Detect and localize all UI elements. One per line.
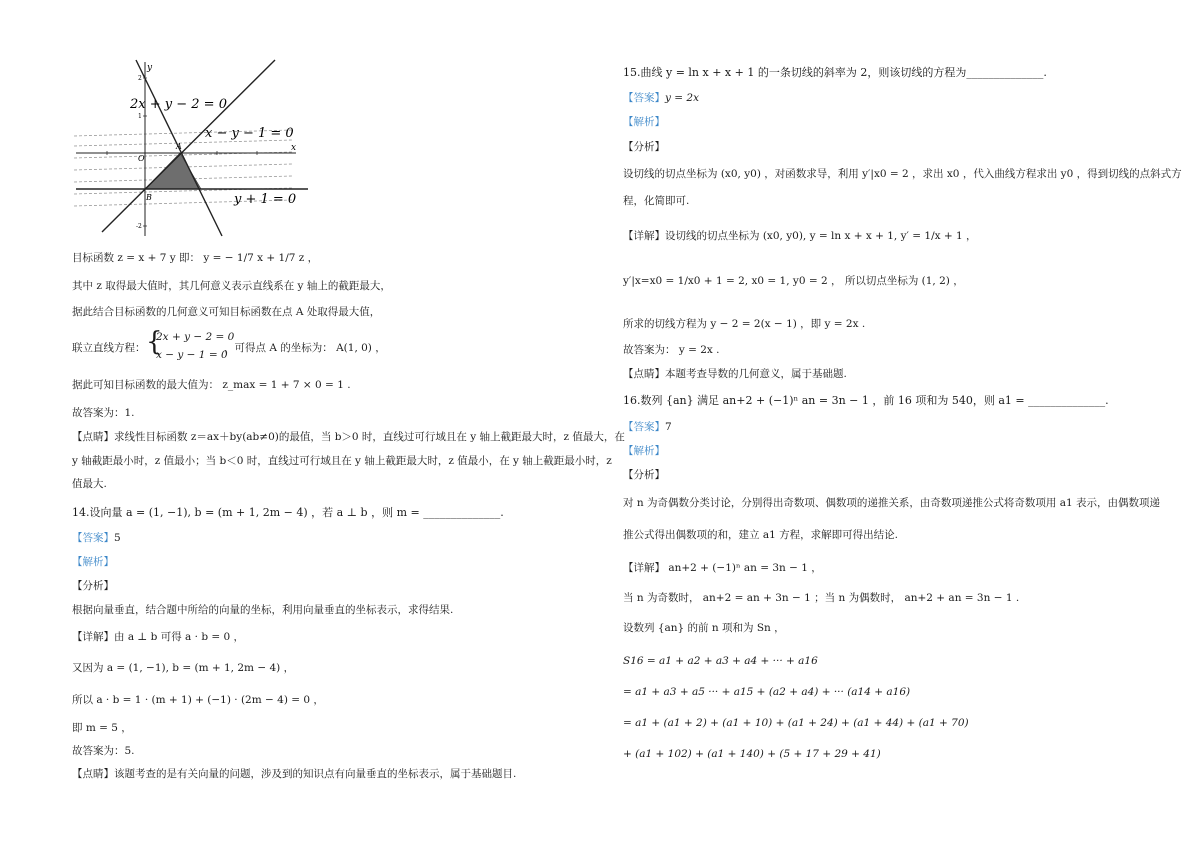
analysis-heading: 【分析】 [623, 469, 665, 481]
feasible-triangle [145, 153, 201, 189]
answer-value: y = 2x [665, 92, 700, 104]
analysis-tag: 【解析】 [623, 445, 665, 457]
point-a-coordinates: ，可得点 A 的坐标为： A(1, 0) ， [224, 342, 386, 354]
detail-line-3: 所以 a · b = 1 · (m + 1) + (−1) · (2m − 4) = 0 ， [72, 694, 324, 706]
system-brace: { [146, 327, 163, 357]
tip-line-1: 【点睛】求线性目标函数 z＝ax＋by(ab≠0)的最值，当 b＞0 时，直线过可行域且在 y 轴上截距最大时，z 值最大，在 [72, 431, 625, 443]
analysis-text-2: 程，化简即可. [623, 195, 690, 207]
sum-line-3: = a1 + (a1 + 2) + (a1 + 10) + (a1 + 24) + (a1 + 44) + (a1 + 70) [623, 717, 969, 729]
detail-line-1: 【详解】 an+2 + (−1)ⁿ an = 3n − 1 ， [623, 562, 822, 574]
detail-line-4: 即 m = 5 ， [72, 722, 132, 734]
point-a-label: A [176, 142, 182, 151]
answer-value: 5 [114, 532, 121, 544]
detail-line-3: 设数列 {an} 的前 n 项和为 Sn ， [623, 622, 785, 634]
detail-line-1: 【详解】由 a ⊥ b 可得 a · b = 0 ， [72, 631, 245, 643]
analysis-text-1: 设切线的切点坐标为 (x0, y0) ，对函数求导，利用 y′|x0 = 2 ，求出 x0 ，代入曲线方程求出 y0 ，得到切线的点斜式方 [623, 168, 1182, 180]
detail-line-3: 所求的切线方程为 y − 2 = 2(x − 1) ，即 y = 2x . [623, 318, 866, 330]
y-axis-label: y [147, 63, 153, 73]
objective-function-line: 目标函数 z = x + 7 y 即： y = − 1/7 x + 1/7 z ， [72, 252, 319, 264]
sum-line-2: = a1 + a3 + a5 ··· + a15 + (a2 + a4) + ··· (a14 + a16) [623, 686, 911, 698]
tip-line-14: 【点睛】该题考查的是有关向量的问题，涉及到的知识点有向量垂直的坐标表示，属于基础题目. [72, 768, 517, 780]
tick-label-2: 2 [138, 75, 142, 82]
x-axis-label: x [291, 143, 297, 153]
max-value-line: 据此可知目标函数的最大值为： z_max = 1 + 7 × 0 = 1 . [72, 379, 351, 391]
answer-16 [623, 421, 672, 434]
question-14: 14.设向量 a = (1, −1), b = (m + 1, 2m − 4) ，若 a ⊥ b ，则 m = ______________. [72, 506, 504, 519]
tip-line-2: y 轴截距最小时，z 值最小；当 b＜0 时，直线过可行域且在 y 轴上截距最大时，z 值最小，在 y 轴上截距最小时，z [72, 455, 612, 467]
answer-line-15: 故答案为： y = 2x . [623, 344, 720, 356]
analysis-tag: 【解析】 [623, 116, 665, 128]
eq2-label: x − y − 1 = 0 [205, 126, 294, 141]
detail-line-1: 【详解】设切线的切点坐标为 (x0, y0), y = ln x + x + 1, y′ = 1/x + 1 ， [623, 230, 977, 242]
point-b-label: B [146, 193, 152, 202]
answer-line-14: 故答案为：5. [72, 745, 135, 757]
answer-tag: 【答案】 [623, 421, 665, 433]
tick-label-1: 1 [138, 113, 142, 120]
system-eq-2: x − y − 1 = 0 [156, 349, 228, 361]
max-meaning-line: 其中 z 取得最大值时，其几何意义表示直线系在 y 轴上的截距最大， [72, 280, 391, 292]
tip-line-15: 【点睛】本题考查导数的几何意义，属于基础题. [623, 368, 847, 380]
detail-line-2: 又因为 a = (1, −1), b = (m + 1, 2m − 4) ， [72, 662, 295, 674]
sum-line-4: + (a1 + 102) + (a1 + 140) + (5 + 17 + 29 + 41) [623, 748, 881, 760]
detail-line-2: y′|x=x0 = 1/x0 + 1 = 2, x0 = 1, y0 = 2 ， 所以切点坐标为 (1, 2) ， [623, 275, 964, 287]
detail-line-2: 当 n 为奇数时， an+2 = an + 3n − 1 ；当 n 为偶数时， an+2 + an = 3n − 1 . [623, 592, 1020, 604]
answer-value: 7 [665, 421, 672, 433]
tip-line-3: 值最大. [72, 478, 107, 490]
question-15: 15.曲线 y = ln x + x + 1 的一条切线的斜率为 2，则该切线的方程为______________. [623, 66, 1047, 79]
analysis-text-2: 推公式得出偶数项的和，建立 a1 方程，求解即可得出结论. [623, 529, 898, 541]
analysis-heading: 【分析】 [72, 580, 114, 592]
answer-14 [72, 532, 121, 545]
analysis-text: 根据向量垂直，结合题中所给的向量的坐标，利用向量垂直的坐标表示，求得结果. [72, 604, 454, 616]
point-a-max-line: 据此结合目标函数的几何意义可知目标函数在点 A 处取得最大值， [72, 306, 381, 318]
analysis-tag: 【解析】 [72, 556, 114, 568]
system-intro: 联立直线方程： [72, 342, 146, 354]
sum-line-1: S16 = a1 + a2 + a3 + a4 + ··· + a16 [623, 655, 818, 667]
analysis-text-1: 对 n 为奇偶数分类讨论，分别得出奇数项、偶数项的递推关系，由奇数项递推公式将奇数项用 a1 表示，由偶数项递 [623, 497, 1161, 509]
question-16: 16.数列 {an} 满足 an+2 + (−1)ⁿ an = 3n − 1 ，前 16 项和为 540，则 a1 = ______________. [623, 394, 1109, 407]
system-eq-1: 2x + y − 2 = 0 [156, 331, 235, 343]
answer-tag: 【答案】 [72, 532, 114, 544]
eq1-label: 2x + y − 2 = 0 [130, 97, 227, 112]
answer-tag: 【答案】 [623, 92, 665, 104]
feasible-region-graph [72, 58, 317, 240]
answer-15 [623, 92, 699, 105]
origin-label: O [138, 154, 145, 163]
answer-line-13: 故答案为：1. [72, 407, 135, 419]
analysis-heading: 【分析】 [623, 141, 665, 153]
eq3-label: y + 1 = 0 [234, 192, 297, 207]
tick-label-neg2: -2 [136, 223, 142, 230]
